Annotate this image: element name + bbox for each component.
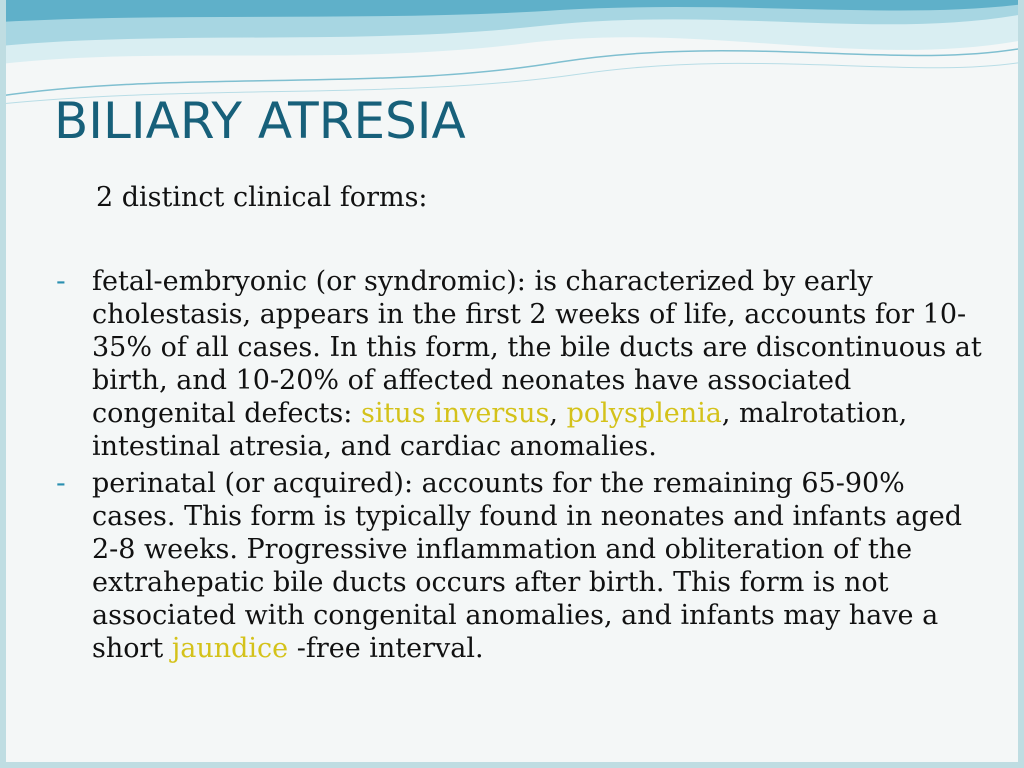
bullet-text-part: , malrotation, intestinal atresia, and cardiac anomalies. bbox=[92, 398, 908, 462]
left-border bbox=[0, 0, 6, 768]
right-border bbox=[1018, 0, 1024, 768]
bullet-item-perinatal bbox=[56, 467, 986, 665]
bullet-text-part: fetal-embryonic (or syndromic): is characterized by early cholestasis, appears in the first 2 weeks of life, accounts for 10-35% of all cases. In this form, the bile ducts are discontinuous at birth, and 10-20% of affected neonates have associated congenital defects: bbox=[92, 266, 982, 429]
highlight-jaundice: jaundice bbox=[171, 633, 289, 664]
bullet-item-fetal-embryonic bbox=[56, 265, 986, 463]
bullet-marker: - bbox=[56, 266, 66, 297]
highlight-situs-inversus: situs inversus bbox=[360, 398, 550, 429]
bullet-text bbox=[92, 468, 962, 664]
bullet-text-part: -free interval. bbox=[288, 633, 484, 664]
slide-subtitle: 2 distinct clinical forms: bbox=[96, 182, 428, 213]
bullet-text-part: perinatal (or acquired): accounts for the remaining 65-90% cases. This form is typically found in neonates and infants aged 2-8 weeks. Progressive inflammation and obliteration of the extrahepatic bile ducts occurs after birth. This form is not associated with congenital anomalies, and infants may have a short bbox=[92, 468, 962, 664]
bullet-text-part: , bbox=[549, 398, 567, 429]
bullet-marker: - bbox=[56, 468, 66, 499]
bullet-list bbox=[56, 265, 986, 669]
highlight-polysplenia: polysplenia bbox=[566, 398, 722, 429]
slide-title: BILIARY ATRESIA bbox=[54, 92, 466, 150]
bullet-text bbox=[92, 266, 982, 462]
bottom-border bbox=[0, 762, 1024, 768]
